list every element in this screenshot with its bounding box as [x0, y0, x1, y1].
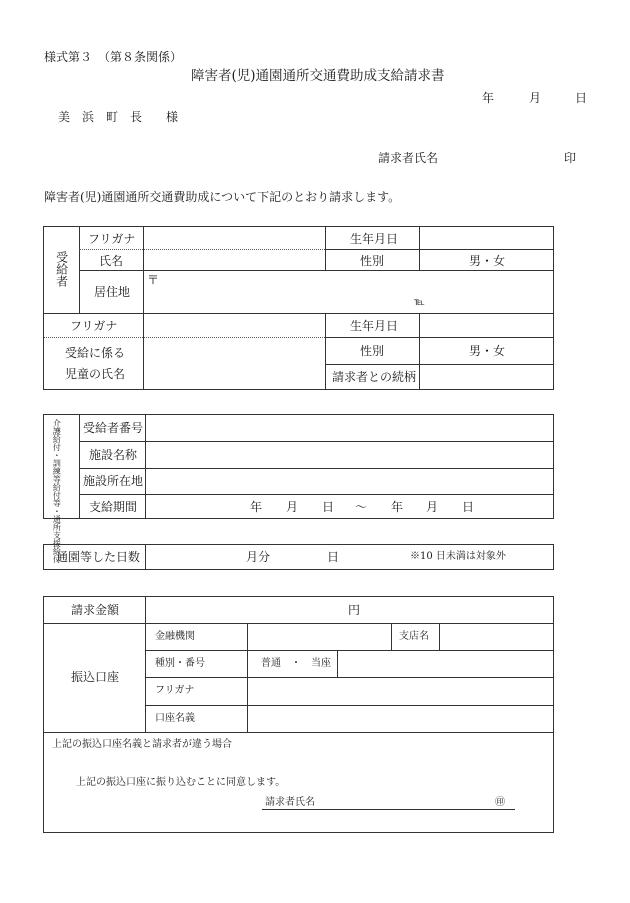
- period-day-2: 日: [462, 500, 475, 514]
- postal-mark: 〒: [147, 273, 160, 287]
- child-furigana-label: フリガナ: [70, 319, 118, 333]
- recipient-group-label: 受給者: [54, 251, 69, 287]
- account-number-field[interactable]: [338, 651, 554, 677]
- child-name-label-line2: 児童の氏名: [65, 367, 126, 381]
- recipient-birth-field[interactable]: [420, 227, 554, 249]
- child-birth-field[interactable]: [420, 314, 554, 337]
- recipient-address-label: 居住地: [94, 285, 131, 299]
- addressee: 美 浜 町 長 様: [58, 110, 179, 124]
- service-group-label: 介護給付・訓練等給付等・通所支援給付: [52, 419, 62, 563]
- recipient-furigana-field[interactable]: [144, 227, 324, 249]
- recipient-sex-label: 性別: [360, 254, 385, 268]
- form-number: 様式第３ （第８条関係）: [44, 50, 183, 64]
- yen-unit: 円: [348, 603, 361, 617]
- days-month-unit: 月分: [246, 550, 271, 564]
- days-note: ※10 日未満は対象外: [410, 551, 506, 562]
- consent-claimant-label: 請求者氏名: [265, 797, 315, 808]
- date-day-label: 日: [575, 91, 588, 105]
- period-year-1: 年: [250, 500, 263, 514]
- consent-heading: 上記の振込口座名義と請求者が違う場合: [52, 739, 232, 750]
- recipient-name-label: 氏名: [99, 254, 124, 268]
- period-month-1: 月: [286, 500, 299, 514]
- intro-text: 障害者(児)通園通所交通費助成について下記のとおり請求します。: [44, 190, 401, 204]
- facility-name-field[interactable]: [146, 442, 554, 468]
- recipient-sex-options[interactable]: 男・女: [469, 254, 506, 268]
- period-label: 支給期間: [89, 500, 138, 514]
- days-label: 通園等した日数: [56, 550, 141, 564]
- child-furigana-field[interactable]: [144, 314, 324, 337]
- account-label: 振込口座: [71, 670, 120, 684]
- payment-table: [43, 596, 554, 833]
- document-title: 障害者(児)通園通所交通費助成支給請求書: [191, 68, 445, 84]
- account-holder-label: 口座名義: [155, 713, 195, 724]
- child-sex-options[interactable]: 男・女: [469, 344, 506, 358]
- facility-address-field[interactable]: [146, 469, 554, 494]
- account-furigana-label: フリガナ: [155, 685, 195, 696]
- seal-mark: 印: [564, 151, 577, 165]
- claimant-name-label: 請求者氏名: [378, 151, 439, 165]
- facility-name-label: 施設名称: [89, 448, 138, 462]
- facility-address-label: 施設所在地: [83, 474, 144, 488]
- period-tilde: ～: [355, 500, 368, 514]
- amount-label: 請求金額: [71, 603, 120, 617]
- days-day-unit: 日: [327, 550, 340, 564]
- date-year-label: 年: [482, 91, 495, 105]
- account-type-options[interactable]: 普通 ・ 当座: [261, 658, 331, 669]
- period-day-1: 日: [322, 500, 335, 514]
- child-birth-label: 生年月日: [350, 319, 399, 333]
- period-field[interactable]: [146, 495, 554, 519]
- date-month-label: 月: [529, 91, 542, 105]
- child-name-field[interactable]: [144, 338, 324, 390]
- bank-label: 金融機関: [155, 631, 195, 642]
- days-table: [43, 544, 554, 570]
- consent-seal-mark: ㊞: [495, 797, 505, 808]
- account-furigana-field[interactable]: [248, 678, 554, 705]
- recipient-number-label: 受給者番号: [83, 421, 144, 435]
- branch-label: 支店名: [399, 631, 429, 642]
- child-sex-label: 性別: [360, 344, 385, 358]
- child-relation-field[interactable]: [420, 365, 554, 390]
- recipient-number-field[interactable]: [146, 415, 554, 441]
- recipient-birth-label: 生年月日: [350, 232, 399, 246]
- type-number-label: 種別・番号: [155, 658, 205, 669]
- consent-text: 上記の振込口座に振り込むことに同意します。: [76, 777, 286, 788]
- bank-field[interactable]: [248, 624, 391, 650]
- account-holder-field[interactable]: [248, 706, 554, 732]
- recipient-furigana-label: フリガナ: [88, 232, 136, 246]
- period-month-2: 月: [426, 500, 439, 514]
- recipient-name-field[interactable]: [144, 250, 324, 270]
- child-relation-label: 請求者との続柄: [332, 370, 417, 384]
- recipient-address-field[interactable]: [160, 272, 550, 312]
- claimant-name-field[interactable]: [440, 148, 552, 166]
- consent-claimant-field[interactable]: [324, 793, 492, 809]
- child-name-label-line1: 受給に係る: [65, 346, 126, 360]
- branch-field[interactable]: [440, 624, 554, 650]
- recipient-table: [43, 226, 554, 390]
- tel-mark: ℡: [414, 297, 425, 308]
- period-year-2: 年: [391, 500, 404, 514]
